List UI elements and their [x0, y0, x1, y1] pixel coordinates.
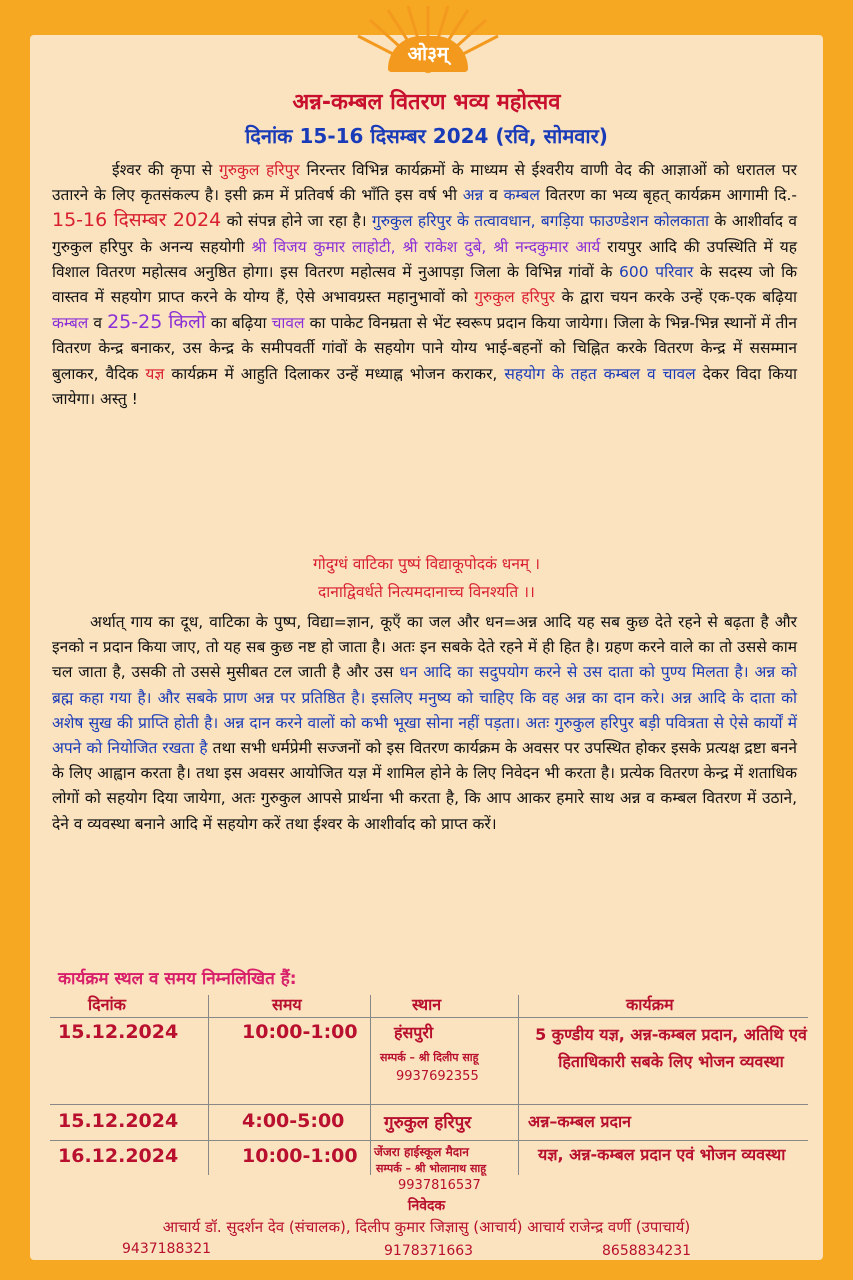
column-header-program: कार्यक्रम — [626, 995, 674, 1014]
table-rule — [50, 1140, 808, 1141]
p1-segment: वितरण का भव्य बृहत् कार्यक्रम आगामी दि.- — [539, 186, 797, 205]
row3-date: 16.12.2024 — [58, 1145, 179, 1167]
schedule-heading: कार्यक्रम स्थल व समय निम्नलिखित हैं: — [58, 969, 297, 989]
row3-contact: सम्पर्क – श्री भोलानाथ साहू — [376, 1162, 487, 1175]
om-emblem — [388, 36, 468, 76]
row2-program: अन्न–कम्बल प्रदान — [528, 1112, 632, 1131]
row2-place: गुरुकुल हरिपुर — [384, 1113, 472, 1133]
column-header-date: दिनांक — [88, 995, 126, 1014]
p1-segment: सहयोग के तहत कम्बल व चावल — [504, 364, 696, 383]
row1-program: 5 कुण्डीय यज्ञ, अन्न-कम्बल प्रदान, अतिथि एवं हिताधिकारी सबके लिए भोजन व्यवस्था — [535, 1025, 807, 1071]
p1-segment: श्री विजय कुमार लाहोटी, श्री राकेश दुबे, श्री नन्दकुमार आर्य — [251, 237, 601, 256]
table-rule — [50, 1104, 808, 1105]
table-divider — [518, 995, 519, 1175]
footer-label: निवेदक — [407, 1198, 446, 1214]
p1-segment: निरन्तर विभिन्न कार्यक्रमों के माध्यम से ईश्वरीय वाणी वेद की आज्ञाओं को धरातल पर उतारने के लिए कृतसंकल्प है। इसी क्रम में प्रतिवर्ष की भाँति इस वर्ष भी — [52, 161, 797, 205]
footer-phone-1: 9437188321 — [122, 1241, 212, 1257]
p1-segment: कार्यक्रम में आहुति दिलाकर उन्हें मध्याह्न भोजन कराकर, — [164, 364, 505, 383]
column-header-time: समय — [272, 995, 302, 1014]
paragraph-meaning — [52, 610, 797, 837]
row1-place: हंसपुरी — [394, 1023, 434, 1042]
row3-program: यज्ञ, अन्न-कम्बल प्रदान एवं भोजन व्यवस्था — [538, 1145, 786, 1164]
p1-segment: कम्बल — [52, 314, 89, 333]
p1-segment: के आशीर्वाद व गुरुकुल हरिपुर के अनन्य सहयोगी — [52, 212, 797, 256]
body-text-2 — [52, 610, 797, 837]
row1-date: 15.12.2024 — [58, 1021, 179, 1043]
shloka-line-2: दानाद्विवर्धते नित्यमदानाच्च विनश्यति ।। — [318, 583, 535, 601]
p1-segment: 600 परिवार — [619, 262, 694, 281]
table-divider — [370, 995, 371, 1175]
p1-segment: 25-25 किलो — [107, 311, 206, 334]
p1-segment: को संपन्न होने जा रहा है। — [221, 212, 373, 231]
table-rule — [50, 1017, 808, 1018]
p1-segment: देकर विदा किया जायेगा। अस्तु ! — [52, 364, 797, 408]
p1-segment: यज्ञ — [145, 364, 165, 383]
paragraph-intro — [52, 158, 797, 412]
p2-segment: तथा सभी धर्मप्रेमी सज्जनों को इस वितरण कार्यक्रम के अवसर पर उपस्थित होकर इसके प्रत्यक्ष द्रष्टा बनने के लिए आह्वान करता है। तथा इस अवसर आयोजित यज्ञ में शामिल होने के लिए निवेदन भी करता है। प्रत्येक वितरण केन्द्र में शताधिक लोगों को सहयोग दिया जायेगा, अतः गुरुकुल आपसे प्रार्थना भी करता है, कि आप आकर हमारे साथ अन्न व कम्बल वितरण में उठाने, देने व व्यवस्था बनाने आदि में सहयोग करें तथा ईश्वर के आशीर्वाद को प्राप्त करें। — [52, 739, 797, 833]
row1-contact: सम्पर्क – श्री दिलीप साहू — [380, 1051, 479, 1064]
p2-segment: अर्थात् गाय का दूध, वाटिका के पुष्प, विद्या=ज्ञान, कूएँ का जल और धन=अन्न आदि यह सब कुछ देते रहने से बढ़ता है और इनको न प्रदान किया जाए, तो यह सब कुछ नष्ट हो जाता है। अतः इन सबके देते रहने में ही हित है। ग्रहण करने वाले का तो उससे काम चल जाता है, उसकी तो उससे मुसीबत टल जाती है और उस — [52, 613, 797, 682]
row3-time: 10:00-1:00 — [242, 1145, 358, 1167]
page-title: अन्न-कम्बल वितरण भव्य महोत्सव — [292, 90, 561, 115]
p2-segment: धन आदि का सदुपयोग करने से उस दाता को पुण्य मिलता है। अन्न को ब्रह्म कहा गया है। और सबके प्राण अन्न पर प्रतिष्ठित है। इसलिए मनुष्य को चाहिए कि वह अन्न का दान करे। अन्न आदि के दाता को अशेष सुख की प्राप्ति होती है। अन्न दान करने वालों को कभी भूखा सोना नहीं पड़ता। अतः गुरुकुल हरिपुर बड़ी पवित्रता से ऐसे कार्यों में अपने को नियोजित रखता है — [52, 663, 797, 758]
p1-segment: गुरुकुल हरिपुर के तत्वावधान, बगड़िया फाउण्डेशन कोलकाता — [372, 212, 710, 231]
footer-phone-3: 8658834231 — [602, 1243, 692, 1259]
p1-segment: रायपुर आदि की उपस्थिति में यह विशाल वितरण महोत्सव अनुष्ठित होगा। इस वितरण महोत्सव में नुआपड़ा जिला के विभिन्न गांवों के — [52, 237, 797, 281]
p1-segment: के सदस्य जो कि वास्तव में सहयोग प्राप्त करने के योग्य हैं, ऐसे अभावग्रस्त महानुभावों को — [52, 262, 797, 307]
table-divider — [208, 995, 209, 1175]
p1-segment: गुरुकुल हरिपुर — [474, 288, 556, 307]
p1-segment: अन्न — [462, 186, 484, 205]
event-date: दिनांक 15-16 दिसम्बर 2024 (रवि, सोमवार) — [245, 124, 608, 148]
footer-names: आचार्य डॉ. सुदर्शन देव (संचालक), दिलीप कुमार जिज्ञासु (आचार्य) आचार्य राजेन्द्र वर्णी (उपाचार्य) — [162, 1218, 691, 1236]
shloka-line-1: गोदुग्धं वाटिका पुष्पं विद्याकूपोदकं धनम् । — [312, 555, 541, 573]
row1-time: 10:00-1:00 — [242, 1021, 358, 1043]
row1-phone: 9937692355 — [396, 1069, 479, 1084]
p1-segment: के द्वारा चयन करके उन्हें एक-एक बढ़िया — [555, 288, 797, 307]
p1-segment: का पाकेट विनम्रता से भेंट स्वरूप प्रदान किया जायेगा। जिला के भिन्न-भिन्न स्थानों में तीन वितरण केन्द्र बनाकर, उस केन्द्र के समीपवर्ती गांवों के सहयोग पाने योग्य भाई-बहनों को चिह्नित करके वितरण केन्द्र में ससम्मान बुलाकर, वैदिक — [52, 314, 797, 383]
row2-time: 4:00-5:00 — [242, 1110, 345, 1132]
p1-segment: कम्बल — [503, 186, 540, 205]
column-header-place: स्थान — [412, 995, 442, 1014]
p1-segment: गुरुकुल हरिपुर — [218, 161, 300, 179]
p1-segment: व — [483, 186, 504, 205]
p1-segment: व — [88, 314, 108, 333]
footer-phone-2: 9178371663 — [384, 1243, 474, 1259]
row2-date: 15.12.2024 — [58, 1110, 179, 1132]
p1-segment: ईश्वर की कृपा से — [112, 161, 219, 179]
row3-place: जेंजरा हाईस्कूल मैदान — [374, 1145, 469, 1159]
body-text — [52, 158, 797, 412]
p1-segment: का बढ़िया — [205, 314, 272, 333]
row3-phone: 9937816537 — [398, 1178, 481, 1193]
p1-segment: चावल — [271, 314, 305, 333]
p1-segment: 15-16 दिसम्बर 2024 — [52, 209, 222, 232]
om-label: ओ३म् — [388, 36, 468, 72]
